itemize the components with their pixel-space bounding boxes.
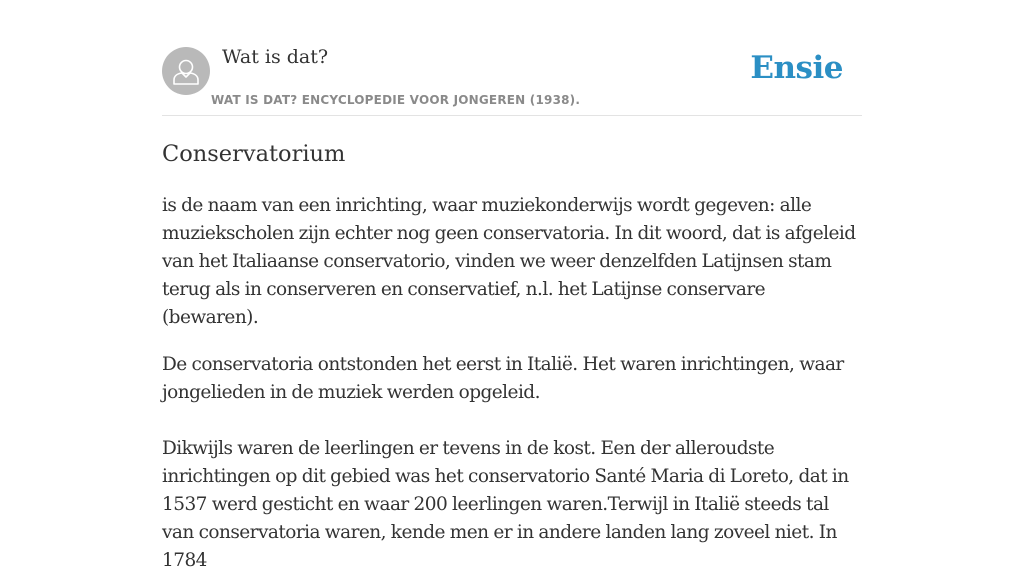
source-header	[162, 40, 862, 116]
ensie-logo-link[interactable]: Ensie	[750, 50, 843, 86]
user-silhouette-icon	[162, 47, 210, 95]
avatar[interactable]	[162, 47, 210, 95]
article-paragraph: is de naam van een inrichting, waar muziekonderwijs wordt gegeven: alle muziekscholen zijn echter nog geen conservatoria. In dit woord, dat is afgeleid van het Italiaanse conservatorio, vinden we weer denzelfden Latijnsen stam terug als in conserveren en conservatief, n.l. het Latijnse conservare (bewaren).	[162, 195, 856, 328]
source-subtitle[interactable]: WAT IS DAT? ENCYCLOPEDIE VOOR JONGEREN (1938).	[211, 93, 581, 107]
article-body	[162, 138, 862, 575]
article-paragraph: Dikwijls waren de leerlingen er tevens in de kost. Een der alleroudste inrichtingen op dit gebied was het conservatorio Santé Maria di Loreto, dat in 1537 werd gesticht en waar 200 leerlingen waren.Terwijl in Italië steeds tal van conservatoria waren, kende men er in andere landen lang zoveel niet. In 1784	[162, 438, 849, 571]
source-title[interactable]: Wat is dat?	[222, 46, 329, 68]
article-paragraph: De conservatoria ontstonden het eerst in Italië. Het waren inrichtingen, waar jongelieden in de muziek werden opgeleid.	[162, 354, 844, 403]
article-title: Conservatorium	[162, 141, 346, 167]
